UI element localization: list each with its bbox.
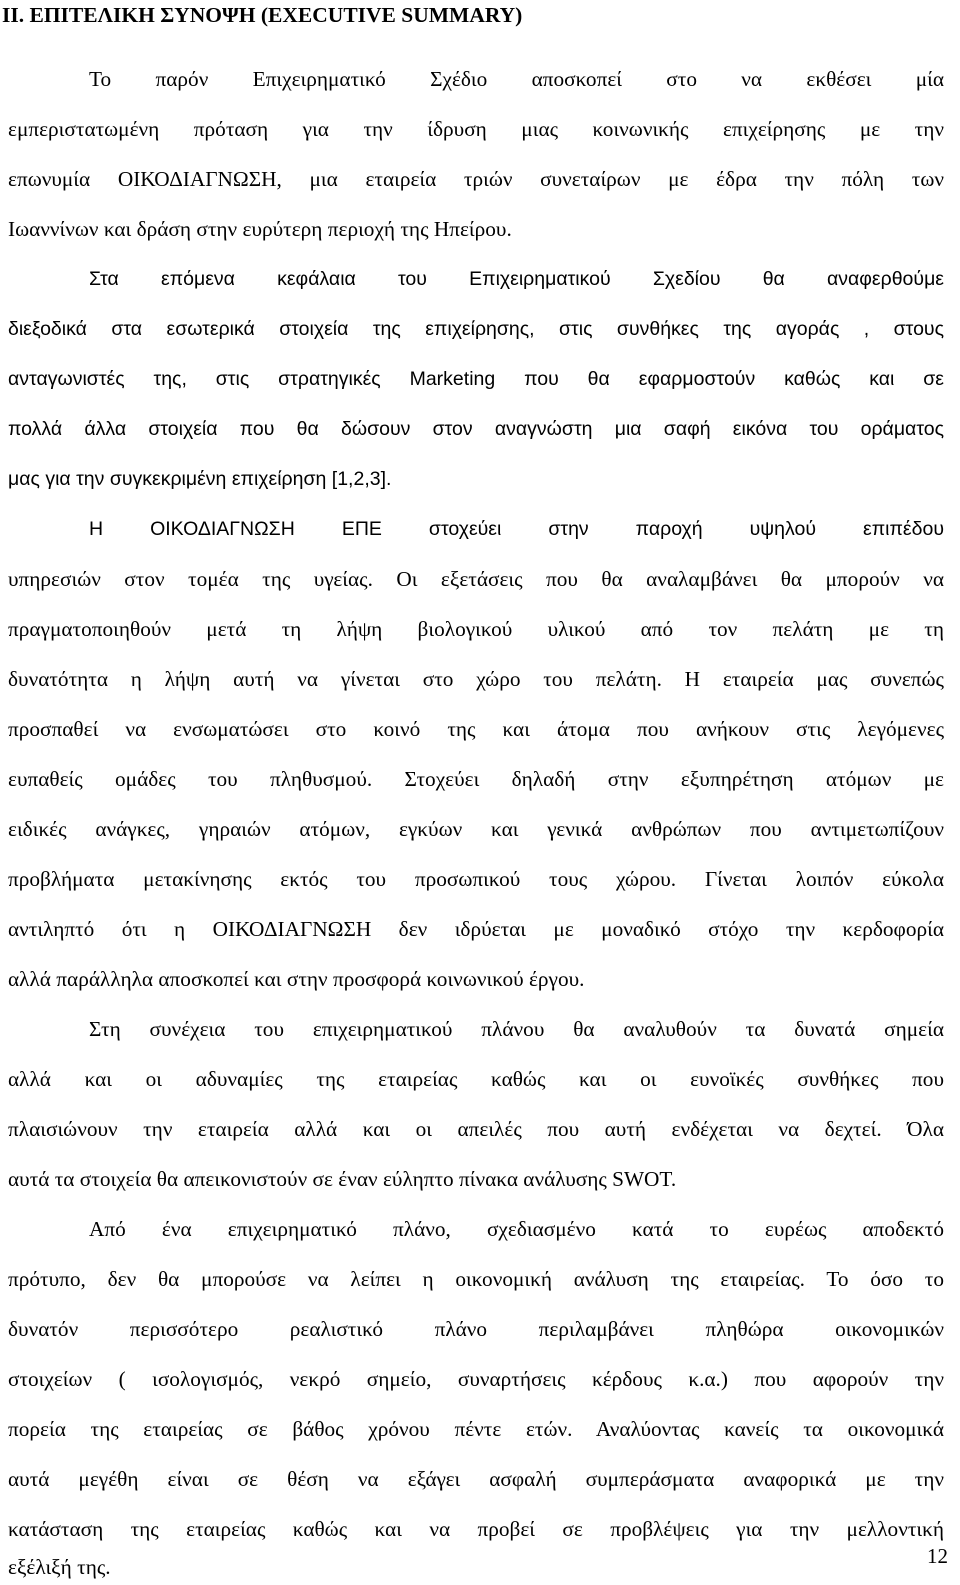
text-line: υπηρεσιών στον τομέα της υγείας. Οι εξετάσεις που θα αναλαμβάνει θα μπορούν να [8, 567, 944, 591]
text-line: Ιωαννίνων και δράση στην ευρύτερη περιοχή της Ηπείρου. [8, 217, 512, 241]
text-line: στοιχείων ( ισολογισμός, νεκρό σημείο, συναρτήσεις κέρδους κ.α.) που αφορούν την [8, 1367, 944, 1391]
text-line: Από ένα επιχειρηματικό πλάνο, σχεδιασμένο κατά το ευρέως αποδεκτό [89, 1217, 944, 1241]
text-line: αυτά τα στοιχεία θα απεικονιστούν σε έναν εύληπτο πίνακα ανάλυσης SWOT. [8, 1167, 677, 1191]
text-line: εμπεριστατωμένη πρόταση για την ίδρυση μιας κοινωνικής επιχείρησης με την [8, 117, 944, 141]
text-line: μας για την συγκεκριμένη επιχείρηση [1,2,3]. [8, 468, 392, 490]
text-line: πλαισιώνουν την εταιρεία αλλά και οι απειλές που αυτή ενδέχεται να δεχτεί. Όλα [8, 1117, 944, 1141]
text-line: επωνυμία ΟΙΚΟΔΙΑΓΝΩΣΗ, μια εταιρεία τριών συνεταίρων με έδρα την πόλη των [8, 167, 944, 191]
text-line: προβλήματα μετακίνησης εκτός του προσωπικού τους χώρου. Γίνεται λοιπόν εύκολα [8, 867, 944, 891]
text-line: εξέλιξή της. [8, 1555, 111, 1579]
text-line: Στη συνέχεια του επιχειρηματικού πλάνου θα αναλυθούν τα δυνατά σημεία [89, 1017, 944, 1041]
text-line: διεξοδικά στα εσωτερικά στοιχεία της επιχείρησης, στις συνθήκες της αγοράς , στους [8, 318, 944, 340]
text-line: ειδικές ανάγκες, γηραιών ατόμων, εγκύων και γενικά ανθρώπων που αντιμετωπίζουν [8, 817, 944, 841]
page-number: 12 [927, 1544, 948, 1568]
text-line: δυνατόν περισσότερο ρεαλιστικό πλάνο περιλαμβάνει πληθώρα οικονομικών [8, 1317, 944, 1341]
text-line: αυτά μεγέθη είναι σε θέση να εξάγει ασφαλή συμπεράσματα αναφορικά με την [8, 1467, 944, 1491]
text-line: κατάσταση της εταιρείας καθώς και να προβεί σε προβλέψεις για την μελλοντική [8, 1517, 944, 1541]
text-line: πρότυπο, δεν θα μπορούσε να λείπει η οικονομική ανάλυση της εταιρείας. Το όσο το [8, 1267, 944, 1291]
text-line: αλλά και οι αδυναμίες της εταιρείας καθώς και οι ευνοϊκές συνθήκες που [8, 1067, 944, 1091]
text-line: πραγματοποιηθούν μετά τη λήψη βιολογικού υλικού από τον πελάτη με τη [8, 617, 944, 641]
text-line: πολλά άλλα στοιχεία που θα δώσουν στον αναγνώστη μια σαφή εικόνα του οράματος [8, 418, 944, 440]
text-line: δυνατότητα η λήψη αυτή να γίνεται στο χώρο του πελάτη. Η εταιρεία μας συνεπώς [8, 667, 944, 691]
text-line: πορεία της εταιρείας σε βάθος χρόνου πέντε ετών. Αναλύοντας κανείς τα οικονομικά [8, 1417, 944, 1441]
text-line: Το παρόν Επιχειρηματικό Σχέδιο αποσκοπεί στο να εκθέσει μία [89, 67, 944, 91]
text-line: Στα επόμενα κεφάλαια του Επιχειρηματικού Σχεδίου θα αναφερθούμε [89, 268, 944, 290]
text-line: προσπαθεί να ενσωματώσει στο κοινό της και άτομα που ανήκουν στις λεγόμενες [8, 717, 944, 741]
text-line: αντιληπτό ότι η ΟΙΚΟΔΙΑΓΝΩΣΗ δεν ιδρύεται με μοναδικό στόχο την κερδοφορία [8, 917, 944, 941]
section-heading: II. ΕΠΙΤΕΛΙΚΗ ΣΥΝΟΨΗ (EXECUTIVE SUMMARY) [2, 3, 523, 27]
text-line: ανταγωνιστές της, στις στρατηγικές Marketing που θα εφαρμοστούν καθώς και σε [8, 368, 944, 390]
text-line: αλλά παράλληλα αποσκοπεί και στην προσφορά κοινωνικού έργου. [8, 967, 585, 991]
text-line: Η ΟΙΚΟΔΙΑΓΝΩΣΗ ΕΠΕ στοχεύει στην παροχή υψηλού επιπέδου [89, 518, 944, 540]
text-line: ευπαθείς ομάδες του πληθυσμού. Στοχεύει δηλαδή στην εξυπηρέτηση ατόμων με [8, 767, 944, 791]
